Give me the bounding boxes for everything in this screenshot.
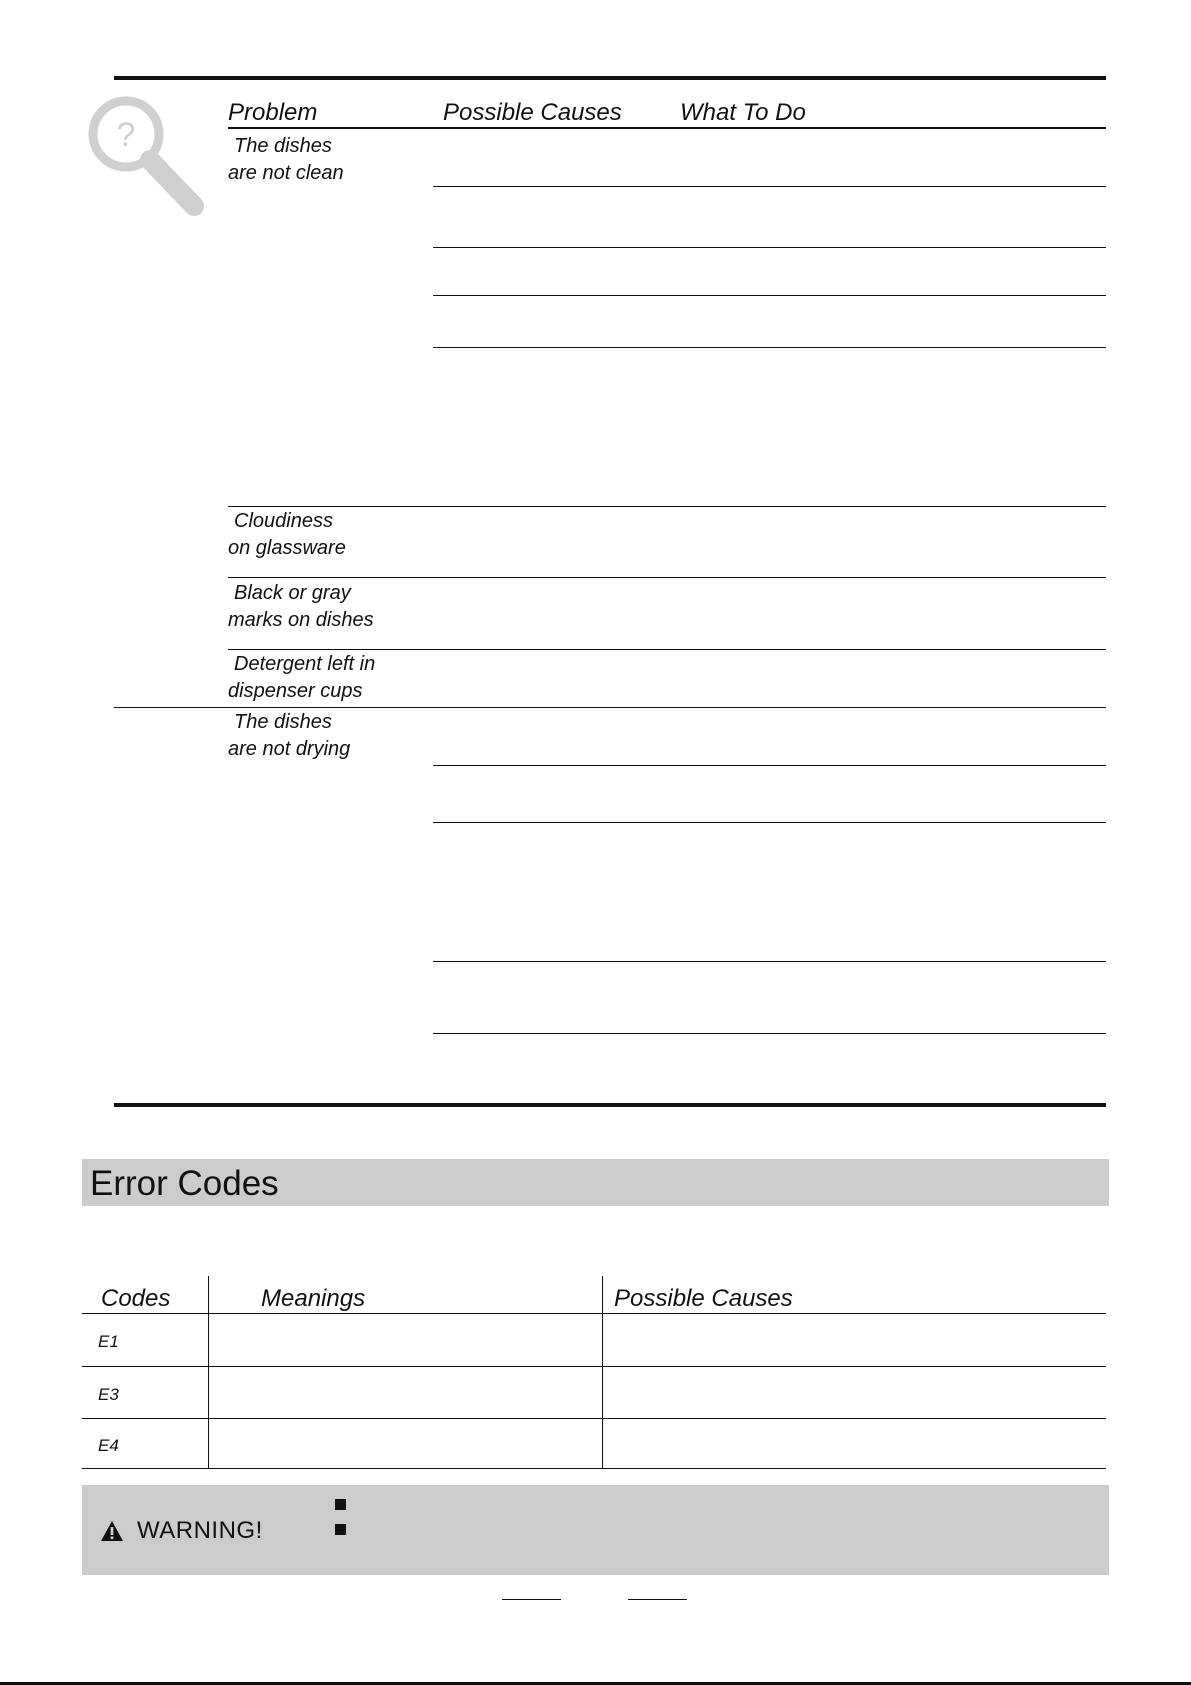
error-code-e1: E1: [98, 1332, 119, 1351]
header-underline: [228, 127, 1106, 129]
table-top-rule: [114, 76, 1106, 80]
cause-divider: [433, 247, 1106, 248]
problem-divider: [228, 577, 1106, 578]
header-error-possible-causes: Possible Causes: [614, 1285, 793, 1312]
problem-detergent-left: Detergent left in dispenser cups: [228, 653, 376, 702]
problem-not-drying: The dishes are not drying: [228, 711, 351, 760]
cause-divider: [433, 186, 1106, 187]
warning-bullet: [335, 1524, 346, 1535]
table-bottom-rule: [114, 1103, 1106, 1107]
cause-divider: [433, 347, 1106, 348]
problem-not-clean: The dishes are not clean: [228, 135, 344, 184]
problem-divider: [228, 649, 1106, 650]
header-possible-causes: Possible Causes: [443, 99, 622, 126]
error-header-underline: [82, 1313, 1106, 1314]
warning-bullet: [335, 1499, 346, 1510]
cause-divider: [433, 295, 1106, 296]
header-what-to-do: What To Do: [680, 99, 806, 126]
svg-text:?: ?: [116, 116, 136, 154]
cause-divider: [433, 961, 1106, 962]
cause-divider: [433, 822, 1106, 823]
magnifier-question-icon: [86, 94, 206, 220]
footer-rule-left: [502, 1599, 561, 1600]
meanings-column-divider: [602, 1276, 603, 1468]
warning-label: WARNING!: [137, 1517, 263, 1544]
problem-divider: [228, 506, 1106, 507]
problem-divider-full: [114, 707, 1106, 708]
error-row-divider: [82, 1418, 1106, 1419]
error-row-divider: [82, 1366, 1106, 1367]
problem-black-marks: Black or gray marks on dishes: [228, 582, 374, 631]
cause-divider: [433, 765, 1106, 766]
footer-rule-right: [628, 1599, 687, 1600]
header-codes: Codes: [101, 1285, 171, 1312]
cause-divider: [433, 1033, 1106, 1034]
header-problem: Problem: [228, 99, 318, 126]
warning-triangle-icon: [100, 1520, 124, 1542]
error-code-e4: E4: [98, 1436, 119, 1455]
codes-column-divider: [208, 1276, 209, 1468]
problem-cloudiness: Cloudiness on glassware: [228, 510, 346, 559]
error-code-e3: E3: [98, 1385, 119, 1404]
error-codes-title: Error Codes: [90, 1164, 279, 1203]
header-meanings: Meanings: [261, 1285, 366, 1312]
error-table-bottom: [82, 1468, 1106, 1469]
